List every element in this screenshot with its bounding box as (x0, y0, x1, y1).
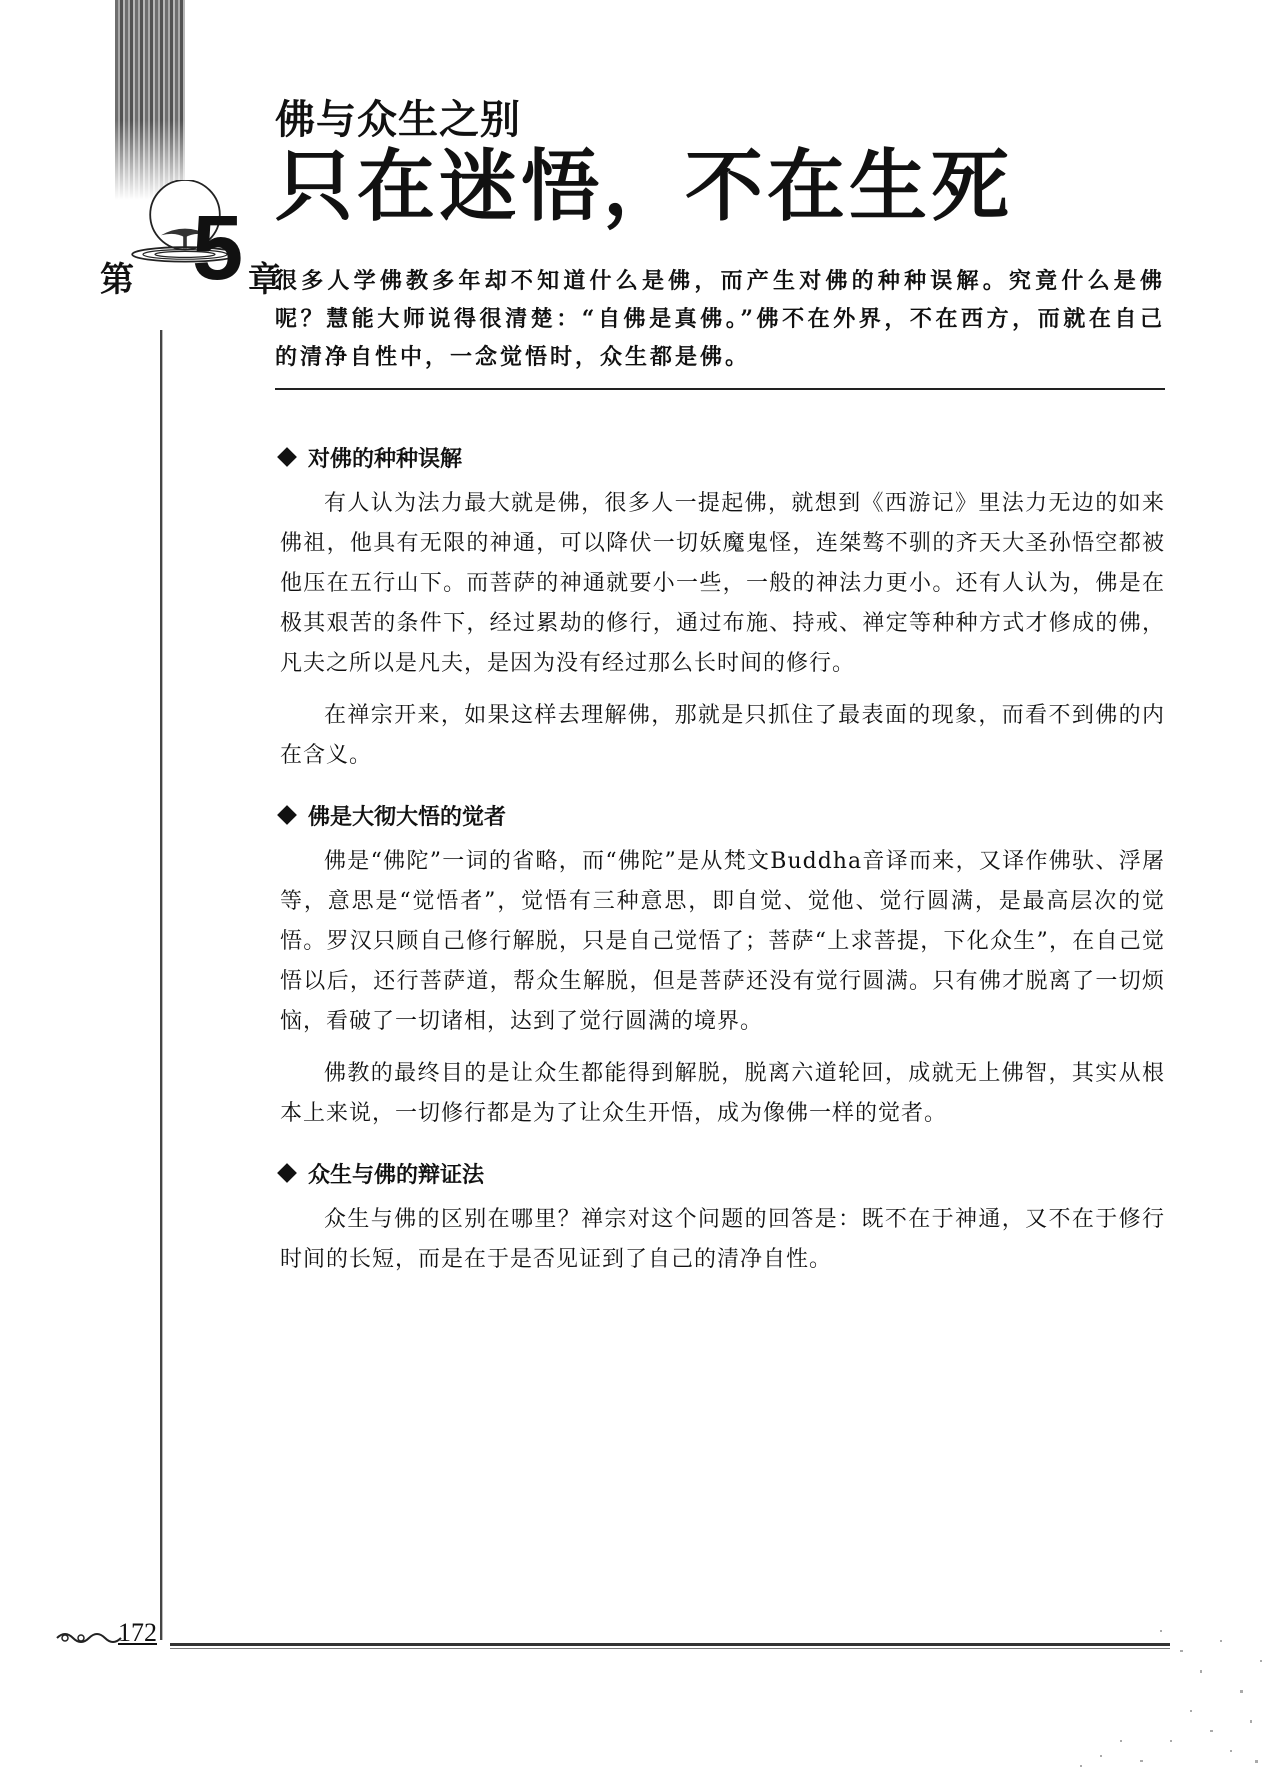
section-heading-text: 众生与佛的辩证法 (308, 1162, 485, 1188)
paragraph: 众生与佛的区别在哪里？禅宗对这个问题的回答是：既不在于神通，又不在于修行时间的长短，而是在于是否见证到了自己的清净自性。 (280, 1207, 1165, 1272)
main-content (280, 440, 1165, 1302)
section-heading-text: 佛是大彻大悟的觉者 (308, 804, 507, 830)
diamond-bullet-icon (277, 1163, 297, 1183)
scan-speckle-texture (960, 1590, 1271, 1781)
section (280, 798, 1165, 1134)
diamond-bullet-icon (277, 447, 297, 467)
section-heading (280, 798, 1165, 832)
section-heading-text: 对佛的种种误解 (308, 446, 463, 472)
section (280, 440, 1165, 776)
left-margin-rule-shadow (162, 330, 163, 1640)
section-heading (280, 440, 1165, 474)
paragraph: 佛教的最终目的是让众生都能得到解脱，脱离六道轮回，成就无上佛智，其实从根本上来说，一切修行都是为了让众生开悟，成为像佛一样的觉者。 (280, 1061, 1165, 1126)
chapter-title: 只在迷悟，不在生死 (275, 142, 1014, 232)
page-number: 172 (118, 1618, 157, 1647)
diamond-bullet-icon (277, 805, 297, 825)
swirl-ornament-icon (55, 1628, 125, 1648)
paragraph: 有人认为法力最大就是佛，很多人一提起佛，就想到《西游记》里法力无边的如来佛祖，他具有无限的神通，可以降伏一切妖魔鬼怪，连桀骜不驯的齐天大圣孙悟空都被他压在五行山下。而菩萨的神通就要小一些，一般的神法力更小。还有人认为，佛是在极其艰苦的条件下，经过累劫的修行，通过布施、持戒、禅定等种种方式才修成的佛，凡夫之所以是凡夫，是因为没有经过那么长时间的修行。 (280, 491, 1165, 676)
chapter-subtitle: 佛与众生之别 (275, 97, 521, 143)
chapter-suffix: 章 (248, 260, 282, 300)
section-heading (280, 1156, 1165, 1190)
paragraph: 在禅宗开来，如果这样去理解佛，那就是只抓住了最表面的现象，而看不到佛的内在含义。 (280, 703, 1165, 768)
paragraph: 佛是“佛陀”一词的省略，而“佛陀”是从梵文Buddha音译而来，又译作佛驮、浮屠等，意思是“觉悟者”，觉悟有三种意思，即自觉、觉他、觉行圆满，是最高层次的觉悟。罗汉只顾自己修行解脱，只是自己觉悟了；菩萨“上求菩提，下化众生”，在自己觉悟以后，还行菩萨道，帮众生解脱，但是菩萨还没有觉行圆满。只有佛才脱离了一切烦恼，看破了一切诸相，达到了觉行圆满的境界。 (280, 849, 1165, 1034)
chapter-intro: 很多人学佛教多年却不知道什么是佛，而产生对佛的种种误解。究竟什么是佛呢？慧能大师说得很清楚：“自佛是真佛。”佛不在外界，不在西方，而就在自己的清净自性中，一念觉悟时，众生都是佛。 (275, 268, 1165, 370)
chapter-prefix: 第 (100, 260, 134, 300)
intro-divider (275, 388, 1165, 390)
section (280, 1156, 1165, 1280)
chapter-number: 5 (192, 197, 244, 299)
